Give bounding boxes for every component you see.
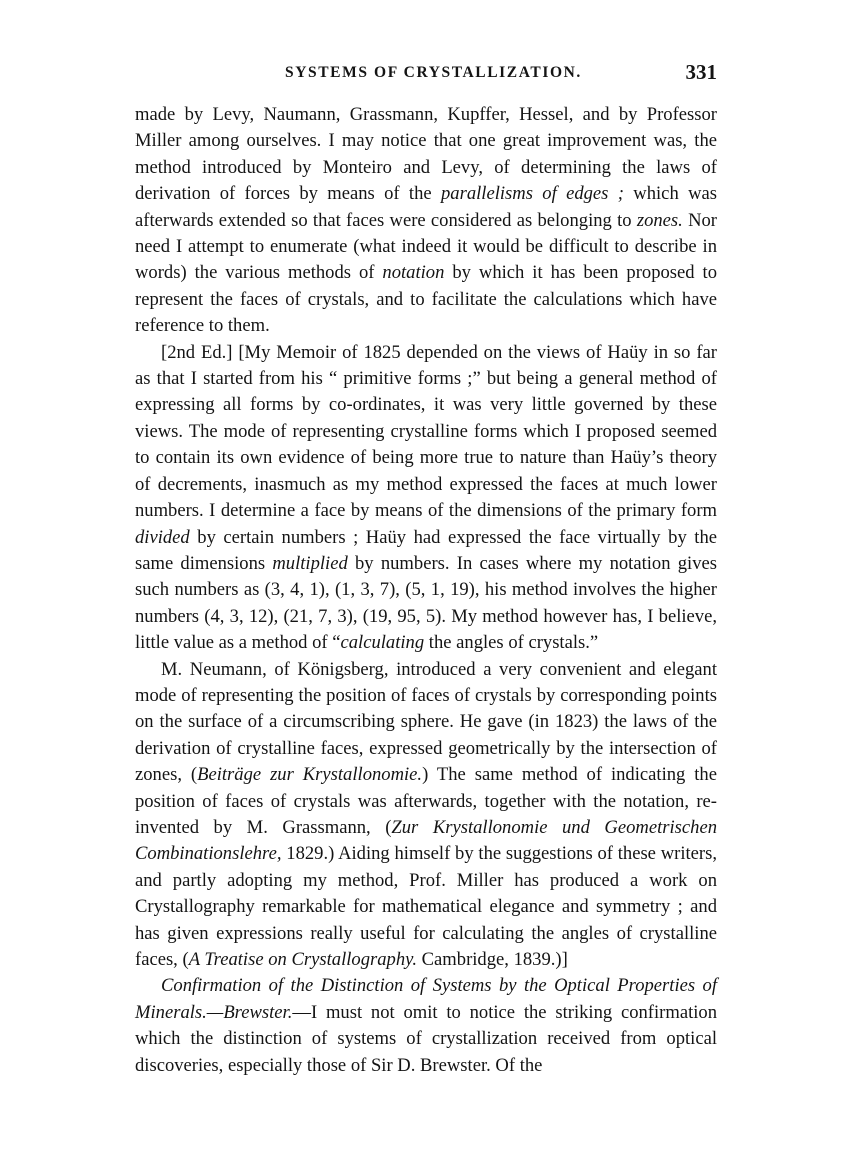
- running-head: [135, 60, 717, 94]
- italic-run: Beiträge zur Krystallonomie.: [197, 764, 423, 786]
- text-run: by numbers. In cases where my notation gives such numbers as (3, 4, 1), (1, 3, 7), (5, 1, 19), his method involves the higher numbers (4, 3, 12), (21, 7, 3), (19, 95, 5). My method however has, I believe, little value as a method of “: [135, 552, 717, 654]
- book-page: [135, 60, 717, 1079]
- text-run: the angles of crystals.”: [424, 632, 599, 654]
- italic-run: Confirmation of the Distinction of Systems by the Optical Properties of Minerals.—Brewster.: [135, 975, 717, 1023]
- text-run: Nor need I attempt to enumerate (what indeed it would be difficult to describe in words) the various methods of: [135, 209, 717, 284]
- italic-run: notation: [382, 262, 445, 284]
- body-text: [135, 102, 717, 1079]
- italic-run: A Treatise on Crystallography.: [188, 949, 417, 970]
- running-title: SYSTEMS OF CRYSTALLIZATION.: [285, 64, 582, 81]
- text-run: [2nd Ed.] [My Memoir of 1825 depended on the views of Haüy in so far as that I started from his “ primitive forms ;” but being a general method of expressing all forms by co-ordinates, it was very little governed by these views. The mode of representing crystalline forms which I proposed seemed to contain its own evidence of being more true to nature than Haüy’s theory of decrements, inasmuch as my method expressed the faces at much lower numbers. I determine a face by means of the dimensions of the primary form: [135, 341, 717, 522]
- italic-run: calculating: [340, 632, 425, 654]
- italic-run: divided: [135, 526, 190, 548]
- italic-run: multiplied: [272, 552, 348, 574]
- text-run: ) The same method of indicating the position of faces of crystals was afterwards, together with the notation, re-invented by M. Grassmann, (: [135, 764, 717, 838]
- paragraph-second-edition-note: [135, 340, 717, 657]
- text-run: by which it has been proposed to represent the faces of crystals, and to facilitate the calculations which have reference to them.: [135, 262, 717, 337]
- paragraph-brewster: [135, 973, 717, 1079]
- text-run: 1829.) Aiding himself by the suggestions of these writers, and partly adopting my method, Prof. Miller has produced a work on Crystallography remarkable for mathematical elegance and symmetry ; and has given expressions really useful for calculating the angles of crystalline faces, (: [135, 843, 717, 970]
- italic-run: parallelisms of edges ;: [440, 183, 624, 205]
- page-number: 331: [685, 60, 717, 84]
- italic-run: Zur Krystallonomie und Geometrischen Combinationslehre,: [135, 816, 717, 865]
- text-run: Cambridge, 1839.)]: [417, 949, 568, 970]
- text-run: M. Neumann, of Königsberg, introduced a very convenient and elegant mode of representing the position of faces of crystals by corresponding points on the surface of a circumscribing sphere. He gave (in 1823) the laws of the derivation of crystalline faces, expressed geometrically by the intersection of zones, (: [135, 658, 717, 786]
- italic-run: zones.: [636, 209, 683, 231]
- text-run: by certain numbers ; Haüy had expressed the face virtually by the same dimensions: [135, 526, 717, 574]
- paragraph-levy-naumann: [135, 102, 717, 340]
- text-run: made by Levy, Naumann, Grassmann, Kupffer, Hessel, and by Professor Miller among ourselves. I may notice that one great improvement was, the method introduced by Monteiro and Levy, of determining the laws of derivation of forces by means of the: [135, 104, 717, 205]
- text-run: which was afterwards extended so that faces were considered as belonging to: [135, 183, 717, 231]
- paragraph-neumann: [135, 657, 717, 974]
- text-run: —I must not omit to notice the striking confirmation which the distinction of systems of crystallization received from optical discoveries, especially those of Sir D. Brewster. Of the: [135, 1001, 717, 1076]
